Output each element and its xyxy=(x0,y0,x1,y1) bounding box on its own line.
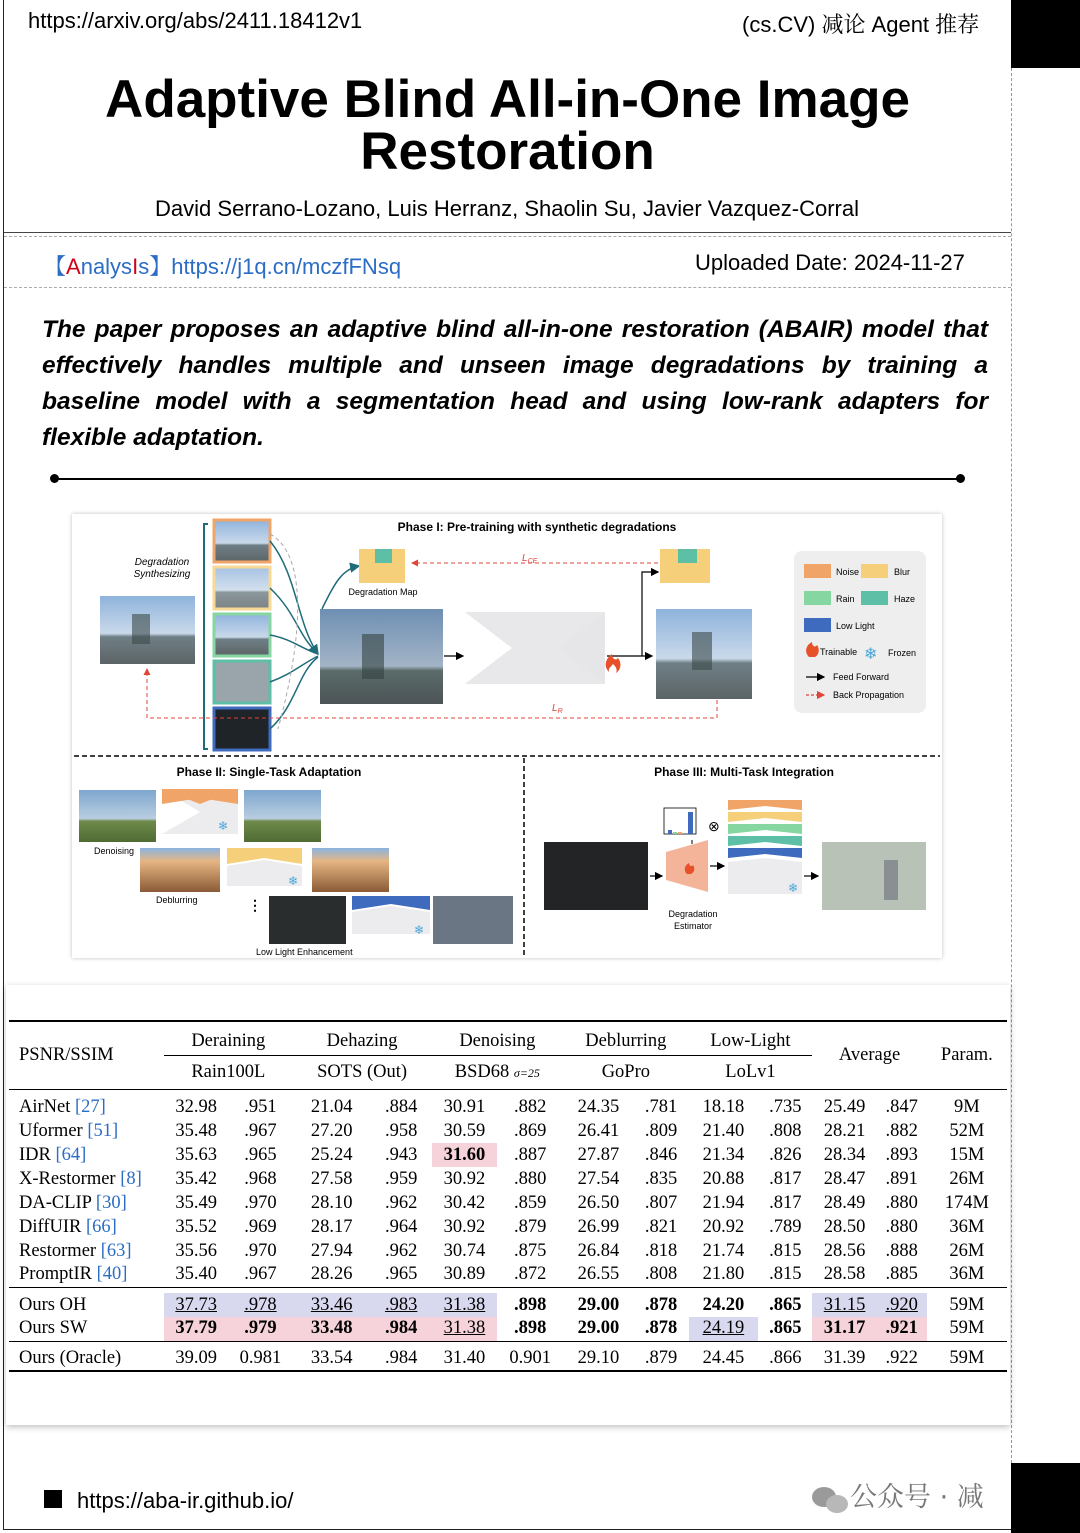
cell-value: 39.09 xyxy=(175,1348,217,1368)
cell-value: .872 xyxy=(514,1264,547,1285)
cell-value: 30.92 xyxy=(443,1168,486,1189)
analysis-label-end: s】 xyxy=(138,254,172,279)
cell-value: 37.73 xyxy=(164,1293,228,1317)
cell-value: .984 xyxy=(371,1317,432,1341)
cell-value: 31.38 xyxy=(432,1317,498,1341)
table-row xyxy=(9,1215,1007,1239)
cell-value: 30.89 xyxy=(443,1264,486,1285)
phase1-title: Phase I: Pre-training with synthetic degradations xyxy=(397,520,677,534)
cell-value: 28.34 xyxy=(823,1144,866,1165)
wechat-icon xyxy=(810,1485,850,1513)
cell-value: 28.47 xyxy=(823,1168,866,1189)
right-dashed-border xyxy=(1011,68,1012,1463)
cell-value: 27.94 xyxy=(310,1240,353,1261)
cell-value: 33.46 xyxy=(293,1293,371,1317)
cell-value: .878 xyxy=(644,1294,678,1315)
low-light-label: Low Light Enhancement xyxy=(256,947,353,957)
cell-value: 27.58 xyxy=(310,1168,353,1189)
corner-block-top xyxy=(1011,0,1080,68)
deg-estimator-label: Degradation xyxy=(668,909,718,919)
cell-value: .781 xyxy=(644,1096,678,1117)
method-name: DA-CLIP [30] xyxy=(19,1192,127,1213)
cell-value: 31.15 xyxy=(812,1293,876,1317)
citation-link[interactable]: [63] xyxy=(100,1240,132,1261)
cell-value: 29.00 xyxy=(577,1294,620,1315)
param-value: 9M xyxy=(954,1096,980,1117)
cell-value: .880 xyxy=(514,1168,547,1189)
cell-value: 21.40 xyxy=(702,1120,745,1141)
param-value: 59M xyxy=(949,1318,985,1339)
cell-value: .808 xyxy=(769,1120,802,1141)
cell-value: .965 xyxy=(244,1144,277,1165)
dataset-header: Rain100L xyxy=(164,1055,293,1089)
svg-text:⊗: ⊗ xyxy=(708,818,720,834)
cell-value: .879 xyxy=(514,1216,547,1237)
analysis-label: nalys xyxy=(80,254,133,279)
group-header: Low-Light xyxy=(710,1030,791,1051)
param-value: 15M xyxy=(949,1144,985,1165)
cell-value: .984 xyxy=(384,1348,418,1368)
cell-value: 21.74 xyxy=(702,1240,745,1261)
method-name: Uformer [51] xyxy=(19,1120,119,1141)
cell-value: .888 xyxy=(885,1240,918,1261)
cell-value: .875 xyxy=(514,1240,547,1261)
cell-value: .962 xyxy=(384,1240,418,1261)
cell-value: .887 xyxy=(514,1144,547,1165)
rain-input xyxy=(79,790,156,842)
cell-value: 35.42 xyxy=(175,1168,217,1189)
param-value: 174M xyxy=(944,1192,989,1213)
cell-value: 30.74 xyxy=(443,1240,486,1261)
denoising-label: Denoising xyxy=(94,846,135,856)
cell-value: .735 xyxy=(769,1096,802,1117)
cell-value: .817 xyxy=(769,1168,802,1189)
cell-value: .865 xyxy=(769,1318,802,1339)
cell-value: 25.49 xyxy=(823,1096,866,1117)
cell-value: 24.35 xyxy=(577,1096,620,1117)
cell-value: .826 xyxy=(769,1144,802,1165)
cell-value: 26.84 xyxy=(577,1240,620,1261)
cell-value: .869 xyxy=(514,1120,547,1141)
cell-value: .807 xyxy=(644,1192,678,1213)
cell-value: .970 xyxy=(244,1192,277,1213)
blur-input xyxy=(140,848,220,892)
deblurring-label: Deblurring xyxy=(156,895,198,905)
cell-value: 28.56 xyxy=(823,1240,866,1261)
cell-value: .885 xyxy=(885,1264,918,1285)
cell-value: .880 xyxy=(885,1216,918,1237)
divider-dashed xyxy=(4,236,1011,237)
cell-value: 21.34 xyxy=(702,1144,745,1165)
cell-value: 28.58 xyxy=(823,1264,866,1285)
cell-value: 20.92 xyxy=(702,1216,745,1237)
method-name: X-Restormer [8] xyxy=(19,1168,142,1189)
method-name: AirNet [27] xyxy=(19,1096,106,1117)
legend-low-light: Low Light xyxy=(836,621,875,631)
rain-output xyxy=(244,790,321,842)
cell-value: .815 xyxy=(769,1264,802,1285)
degraded-thumbnails xyxy=(214,520,270,750)
cell-value: 26.50 xyxy=(577,1192,620,1213)
dataset-header: SOTS (Out) xyxy=(293,1055,432,1089)
citation-link[interactable]: [27] xyxy=(75,1096,106,1117)
divider xyxy=(4,232,1011,233)
cell-value: 30.42 xyxy=(443,1192,486,1213)
cell-value: 21.80 xyxy=(702,1264,745,1285)
cell-value: 30.59 xyxy=(443,1120,486,1141)
cell-value: .859 xyxy=(514,1192,547,1213)
divider-dashed xyxy=(4,287,1011,288)
citation-link[interactable]: [40] xyxy=(96,1264,128,1285)
degradation-map-label: Degradation Map xyxy=(348,587,418,597)
cell-value: .879 xyxy=(644,1348,678,1368)
cell-value: .882 xyxy=(514,1096,547,1117)
cell-value: .959 xyxy=(384,1168,418,1189)
method-name: Ours SW xyxy=(19,1318,88,1339)
table-row xyxy=(9,1167,1007,1191)
cell-value: 29.00 xyxy=(577,1318,620,1339)
method-name: Restormer [63] xyxy=(19,1240,132,1261)
paper-title: Adaptive Blind All-in-One Image Restoration xyxy=(105,70,910,181)
svg-text:❄: ❄ xyxy=(788,881,799,895)
cell-value: .821 xyxy=(644,1216,678,1237)
cell-value: 31.60 xyxy=(432,1143,498,1167)
cell-value: .921 xyxy=(877,1317,927,1341)
cell-value: .878 xyxy=(644,1318,678,1339)
analysis-bracket: 【 xyxy=(44,254,67,279)
svg-text:⋮: ⋮ xyxy=(248,897,262,913)
cell-value: .809 xyxy=(644,1120,678,1141)
param-header: Param. xyxy=(940,1044,993,1065)
cell-value: .943 xyxy=(384,1144,418,1165)
cell-value: 28.17 xyxy=(310,1216,353,1237)
legend-noise: Noise xyxy=(836,567,860,577)
table-row-oracle xyxy=(9,1347,1007,1371)
legend-frozen: Frozen xyxy=(888,648,917,658)
paper-summary: The paper proposes an adaptive blind all-in-one restoration (ABAIR) model that effectively handles multiple and unseen image degradations by training a baseline model with a segmentation head and using low-rank adapters for flexible adaptation. xyxy=(42,316,988,451)
cell-value: 27.20 xyxy=(310,1120,353,1141)
cell-value: 35.52 xyxy=(175,1216,217,1237)
param-value: 59M xyxy=(949,1294,985,1315)
svg-text:❄: ❄ xyxy=(218,819,229,833)
cell-value: 31.38 xyxy=(432,1293,498,1317)
cell-value: 31.39 xyxy=(823,1348,866,1368)
group-header: Denoising xyxy=(459,1030,536,1051)
table-row-ours-oh xyxy=(9,1293,1007,1317)
table-header-row xyxy=(9,1021,1007,1055)
analysis-letter-a: A xyxy=(66,254,81,279)
cell-value: 35.49 xyxy=(175,1192,217,1213)
group-header: Deblurring xyxy=(585,1030,667,1051)
cell-value: .818 xyxy=(644,1240,678,1261)
analysis-url[interactable]: https://j1q.cn/mczfFNsq xyxy=(171,254,402,279)
cell-value: .866 xyxy=(769,1348,802,1368)
cell-value: .964 xyxy=(384,1216,418,1237)
group-header: Dehazing xyxy=(326,1030,398,1051)
cell-value: 20.88 xyxy=(702,1168,745,1189)
table-row xyxy=(9,1143,1007,1167)
divider-dot-right xyxy=(956,474,965,483)
cell-value: .815 xyxy=(769,1240,802,1261)
cell-value: .962 xyxy=(384,1192,418,1213)
citation-link[interactable]: [66] xyxy=(85,1216,117,1237)
dataset-header: BSD68 σ=25 xyxy=(432,1055,564,1089)
cell-value: 28.10 xyxy=(310,1192,353,1213)
cell-value: 25.24 xyxy=(310,1144,353,1165)
cell-value: .983 xyxy=(371,1293,432,1317)
cell-value: .846 xyxy=(644,1144,678,1165)
param-value: 26M xyxy=(949,1240,985,1261)
citation-link[interactable]: [51] xyxy=(87,1120,119,1141)
phase3-input xyxy=(544,842,648,910)
cell-value: 35.56 xyxy=(175,1240,217,1261)
method-name: Ours OH xyxy=(19,1294,87,1315)
cell-value: 18.18 xyxy=(702,1096,745,1117)
cell-value: 33.54 xyxy=(310,1348,353,1368)
cell-value: 35.63 xyxy=(175,1144,217,1165)
cell-value: 24.45 xyxy=(702,1348,745,1368)
table-row xyxy=(9,1239,1007,1263)
project-link[interactable]: https://aba-ir.github.io/ xyxy=(77,1488,294,1513)
legend-feed-forward: Feed Forward xyxy=(833,672,890,682)
cell-value: .882 xyxy=(885,1120,918,1141)
method-figure xyxy=(72,514,942,958)
citation-link[interactable]: [8] xyxy=(120,1168,142,1189)
cell-value: .958 xyxy=(384,1120,418,1141)
cell-value: .979 xyxy=(228,1317,292,1341)
param-value: 36M xyxy=(949,1264,985,1285)
cell-value: .893 xyxy=(885,1144,918,1165)
cell-value: 27.87 xyxy=(577,1144,620,1165)
cell-value: .978 xyxy=(228,1293,292,1317)
cell-value: 31.40 xyxy=(443,1348,486,1368)
cell-value: .967 xyxy=(244,1264,277,1285)
cell-value: 0.901 xyxy=(509,1348,552,1368)
cell-value: 35.40 xyxy=(175,1264,217,1285)
degradation-synth-label-2: Synthesizing xyxy=(133,569,191,580)
phase2-title: Phase II: Single-Task Adaptation xyxy=(176,765,362,779)
table-row xyxy=(9,1263,1007,1287)
cell-value: 29.10 xyxy=(577,1348,620,1368)
legend-trainable: Trainable xyxy=(820,647,858,657)
cell-value: .880 xyxy=(885,1192,918,1213)
analysis-link[interactable] xyxy=(44,250,401,281)
loss-ce-label: $L_{CE}$ xyxy=(522,553,538,565)
legend-snowflake-icon: ❄ xyxy=(864,646,878,663)
svg-text:❄: ❄ xyxy=(414,923,425,937)
legend-blur: Blur xyxy=(894,567,911,577)
average-header: Average xyxy=(838,1044,901,1065)
results-table-card xyxy=(6,985,1010,1425)
param-value: 52M xyxy=(949,1120,985,1141)
cell-value: 24.20 xyxy=(702,1294,745,1315)
cell-value: .808 xyxy=(644,1264,678,1285)
cell-value: 30.92 xyxy=(443,1216,486,1237)
footer-bullet xyxy=(44,1490,62,1508)
cell-value: 28.50 xyxy=(823,1216,866,1237)
corner-block-bottom xyxy=(1011,1463,1080,1533)
lowlight-output xyxy=(433,896,513,944)
svg-text:❄: ❄ xyxy=(288,874,299,888)
cell-value: .865 xyxy=(769,1294,802,1315)
cell-value: 26.55 xyxy=(577,1264,620,1285)
results-table xyxy=(9,1020,1007,1372)
cell-value: .965 xyxy=(384,1264,418,1285)
cell-value: .835 xyxy=(644,1168,678,1189)
cell-value: .920 xyxy=(877,1293,927,1317)
cell-value: 37.79 xyxy=(164,1317,228,1341)
cell-value: .951 xyxy=(244,1096,277,1117)
param-value: 59M xyxy=(949,1348,985,1368)
param-value: 26M xyxy=(949,1168,985,1189)
method-name: PromptIR [40] xyxy=(19,1264,128,1285)
citation-link[interactable]: [30] xyxy=(95,1192,127,1213)
table-row xyxy=(9,1191,1007,1215)
arxiv-link[interactable]: https://arxiv.org/abs/2411.18412v1 xyxy=(28,8,363,33)
legend-rain: Rain xyxy=(836,594,855,604)
phase3-title: Phase III: Multi-Task Integration xyxy=(654,765,834,779)
table-row xyxy=(9,1095,1007,1119)
paper-authors: David Serrano-Lozano, Luis Herranz, Shaolin Su, Javier Vazquez-Corral xyxy=(155,196,859,221)
dataset-header: LoLv1 xyxy=(689,1055,813,1089)
cell-value: 28.49 xyxy=(823,1192,866,1213)
cell-value: 26.41 xyxy=(577,1120,620,1141)
cell-value: .969 xyxy=(244,1216,277,1237)
table-row-ours-sw xyxy=(9,1317,1007,1341)
cell-value: 35.48 xyxy=(175,1120,217,1141)
legend-back-prop: Back Propagation xyxy=(833,690,905,700)
cell-value: 24.19 xyxy=(689,1317,759,1341)
cell-value: .922 xyxy=(885,1348,918,1368)
method-name: IDR [64] xyxy=(19,1144,87,1165)
phase3-output xyxy=(822,842,926,910)
cell-value: .789 xyxy=(769,1216,802,1237)
cell-value: 32.98 xyxy=(175,1096,217,1117)
trainable-flame-icon xyxy=(606,654,621,673)
cell-value: .817 xyxy=(769,1192,802,1213)
citation-link[interactable]: [64] xyxy=(55,1144,87,1165)
cell-value: .967 xyxy=(244,1120,277,1141)
blur-output xyxy=(312,848,389,892)
cell-value: 31.17 xyxy=(812,1317,876,1341)
cell-value: 21.94 xyxy=(702,1192,745,1213)
cell-value: 30.91 xyxy=(443,1096,486,1117)
cell-value: 28.26 xyxy=(310,1264,353,1285)
deg-estimator-label-2: Estimator xyxy=(673,921,713,931)
cell-value: .884 xyxy=(384,1096,418,1117)
category-tag: (cs.CV) 减论 Agent 推荐 xyxy=(742,12,980,37)
section-divider xyxy=(54,478,961,480)
degradation-synth-label: Degradation xyxy=(134,557,190,568)
legend-haze: Haze xyxy=(894,594,916,604)
method-name: Ours (Oracle) xyxy=(19,1348,122,1368)
analysis-letter-i: I xyxy=(132,254,139,279)
cell-value: .970 xyxy=(244,1240,277,1261)
cell-value: 28.21 xyxy=(823,1120,866,1141)
param-value: 36M xyxy=(949,1216,985,1237)
metric-label: PSNR/SSIM xyxy=(19,1044,114,1065)
cell-value: 33.48 xyxy=(293,1317,371,1341)
cell-value: 21.04 xyxy=(310,1096,353,1117)
cell-value: .898 xyxy=(514,1318,547,1339)
method-name: DiffUIR [66] xyxy=(19,1216,117,1237)
divider-dot-left xyxy=(50,474,59,483)
loss-r-label: $L_R$ xyxy=(552,703,563,715)
wechat-watermark: 公众号 · 减 xyxy=(810,1475,984,1514)
cell-value: 26.99 xyxy=(577,1216,620,1237)
adapter-stack xyxy=(728,800,802,895)
group-header: Deraining xyxy=(191,1030,266,1051)
cell-value: 0.981 xyxy=(239,1348,282,1368)
upload-date: Uploaded Date: 2024-11-27 xyxy=(695,250,965,275)
cell-value: .898 xyxy=(514,1294,547,1315)
cell-value: .891 xyxy=(885,1168,918,1189)
cell-value: 27.54 xyxy=(577,1168,620,1189)
cell-value: .847 xyxy=(885,1096,918,1117)
dataset-header: GoPro xyxy=(563,1055,688,1089)
table-row xyxy=(9,1119,1007,1143)
lowlight-input xyxy=(269,896,346,944)
cell-value: .968 xyxy=(244,1168,277,1189)
